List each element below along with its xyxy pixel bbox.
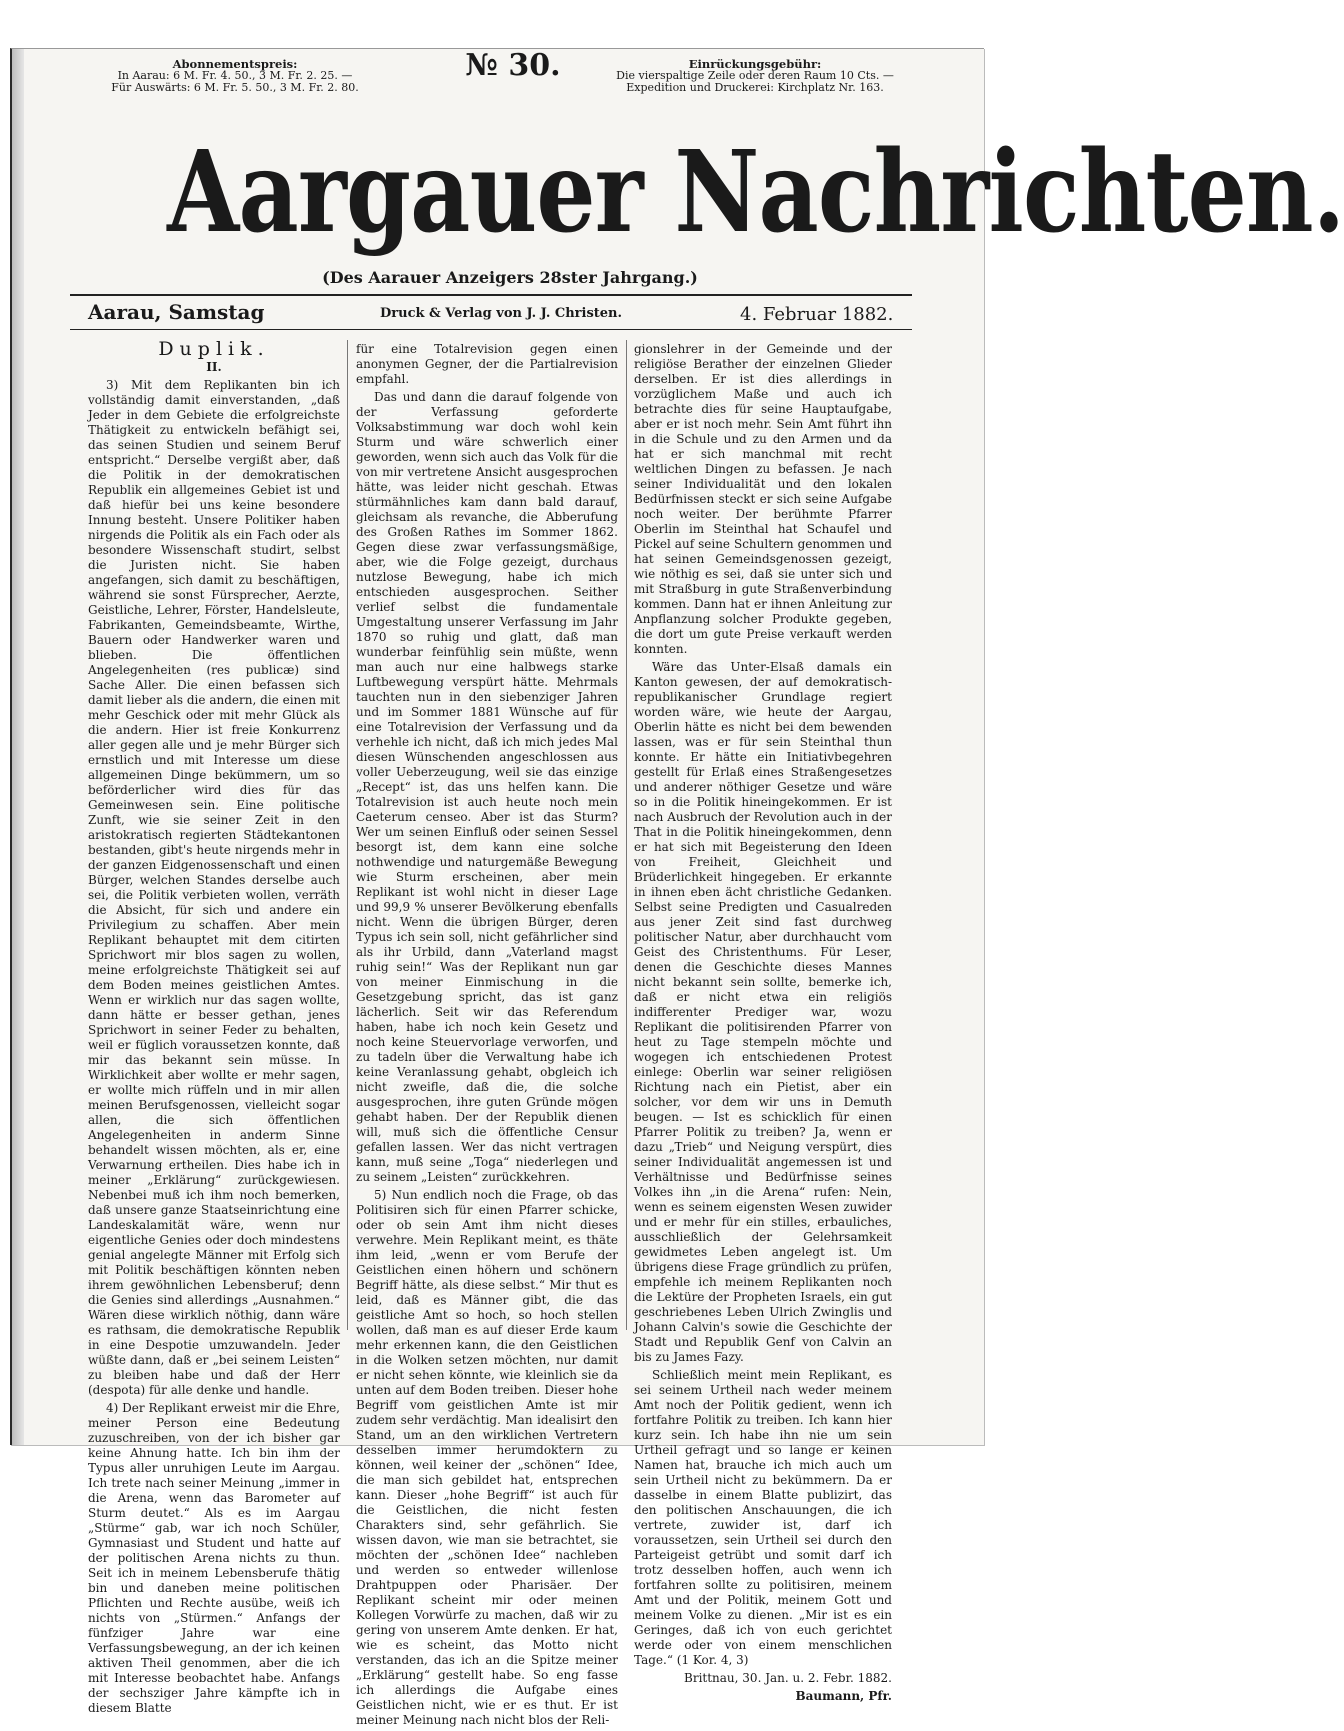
column-divider [626,340,627,1330]
issue-number: № 30. [465,48,561,83]
issue-date: 4. Februar 1882. [740,304,894,325]
advertising-line: Expedition und Druckerei: Kirchplatz Nr. 163. [626,81,884,94]
paragraph: 4) Der Replikant erweist mir die Ehre, meiner Person eine Bedeutung zuzuschreiben, von der ich bisher gar keine Ahnung hatte. Ich bin ihm der Typus aller unruhigen Leute im Aargau. Ich trete nach seiner Meinung „immer in die Arena, wenn das Barometer auf Sturm deutet.“ Als es im Aargau „Stürme“ gab, war ich noch Schüler, Gymnasiast und Student und hatte auf der politischen Arena nichts zu thun. Seit ich in meinem Lebensberufe thätig bin und daneben meine politischen Pflichten und Rechte ausübe, weiß ich nichts von „Stürmen.“ Anfangs der fünfziger Jahre war eine Verfassungsbewegung, an der ich keinen aktiven Theil genommen, aber die ich mit Interesse beobachtet habe. Anfangs der sechsziger Jahre kämpfte ich in diesem Blatte [88,1401,340,1715]
advertising-heading: Einrückungsgebühr: [688,57,822,71]
place-day: Aarau, Samstag [88,300,265,324]
signoff-place: Brittnau, 30. Jan. u. 2. Febr. 1882. [684,1671,892,1685]
paragraph: Das und dann die darauf folgende von der Verfassung geforderte Volksabstimmung war doch wohl kein Sturm und wäre schwerlich einer geworden, wenn sich auch das Volk für die von mir vertretene Ansicht ausgesprochen hätte, was leider nicht geschah. Etwas stürmähnliches kam dann bald darauf, gleichsam als revanche, die Abberufung des Großen Rathes im Sommer 1862. Gegen diese zwar verfassungsmäßige, aber, wie die Folge gezeigt, durchaus nutzlose Bewegung, habe ich mich entschieden ausgesprochen. Seither verlief selbst die fundamentale Umgestaltung unserer Verfassung im Jahr 1870 so ruhig und glatt, daß man wunderbar feinfühlig sein müßte, wenn man auch nur eine halbwegs starke Luftbewegung verspürt hätte. Mehrmals tauchten nun in den siebenziger Jahren und im Sommer 1881 Wünsche auf für eine Totalrevision der Verfassung und da verhehle ich nicht, daß ich mich jedes Mal diesen Wünschenden angeschlossen aus voller Ueberzeugung, weil sie das einzige „Recept“ ist, das uns helfen kann. Die Totalrevision ist auch heute noch mein Caeterum censeo. Aber ist das Sturm? Wer um seinen Einfluß oder seinen Sessel besorgt ist, dem kann eine solche nothwendige und naturgemäße Bewegung wie Sturm erscheinen, aber mein Replikant ist wohl nicht in dieser Lage und 99,9 % unserer Bevölkerung ebenfalls nicht. Wenn die übrigen Bürger, deren Typus ich sein soll, nicht gefährlicher sind als ihr Urbild, dann „Vaterland magst ruhig sein!“ Was der Replikant nun gar von meiner Einmischung in die Gesetzgebung spricht, das ist ganz lächerlich. Seit wir das Referendum haben, habe ich noch kein Gesetz und noch keine Steuervorlage verworfen, und zu tadeln über die Verwaltung habe ich keine Veranlassung gehabt, obgleich ich nicht zweifle, daß die, die solche ausgesprochen, ihre guten Gründe mögen gehabt haben. Der der Republik dienen will, muß sich die öffentliche Censur gefallen lassen. Wer das nicht vertragen kann, muß seine „Toga“ niederlegen und zu seinem „Leisten“ zurückkehren. [356,390,618,1184]
advertising-fee [600,58,910,94]
binding-spine [12,49,24,1445]
article-column-2 [356,342,618,1731]
paragraph: für eine Totalrevision gegen einen anonymen Gegner, der die Partialrevision empfahl. [356,342,618,386]
subscription-line: In Aarau: 6 M. Fr. 4. 50., 3 M. Fr. 2. 25. — [117,69,353,82]
subscription-line: Für Auswärts: 6 M. Fr. 5. 50., 3 M. Fr. 2. 80. [111,81,359,94]
paragraph: gionslehrer in der Gemeinde und der religiöse Berather der einzelnen Glieder derselben. Er ist dies allerdings in vorzüglichem Maße und auch ich betrachte dies für seine Hauptaufgabe, aber er ist noch mehr. Sein Amt führt ihn in die Schule und zu den Armen und da hat er sich manchmal mit recht weltlichen Dingen zu befassen. Je nach seiner Individualität und den lokalen Bedürfnissen steckt er sich seine Aufgabe noch weiter. Der berühmte Pfarrer Oberlin im Steinthal hat Schaufel und Pickel auf seine Schultern genommen und hat seinen Gemeindsgenossen gezeigt, wie nöthig es sei, daß sie unter sich und mit Straßburg in gute Straßenverbindung kommen. Dann hat er ihnen Anleitung zur Anpflanzung solcher Produkte gegeben, die dort um gute Preise verkauft werden konnten. [634,342,892,656]
masthead-title: Aargauer Nachrichten. [167,127,1344,258]
subscription-heading: Abonnementspreis: [172,57,298,71]
column-divider [347,340,348,1330]
paragraph: 5) Nun endlich noch die Frage, ob das Politisiren sich für einen Pfarrer schicke, oder ob sein Amt ihm nicht dieses verwehre. Mein Replikant meint, es thäte ihm leid, „wenn er vom Berufe der Geistlichen einen höhern und schönern Begriff hätte, als diese selbst.“ Mir thut es leid, daß es Männer gibt, die das geistliche Amt so hoch, so hoch stellen wollen, daß man es auf dieser Erde kaum mehr erkennen kann, die den Geistlichen in die Wolken setzen möchten, nur damit er nicht sehen könnte, wie kleinlich sie da unten auf dem Boden treiben. Dieser hohe Begriff vom geistlichen Amte ist mir zudem sehr verdächtig. Man idealisirt den Stand, um an den wirklichen Vertretern desselben immer herumdoktern zu können, weil keiner der „schönen“ Idee, die man sich gebildet hat, entsprechen kann. Dieser „hohe Begriff“ ist auch für die Geistlichen, die nicht festen Charakters sind, sehr gefährlich. Sie wissen davon, wie man sie betrachtet, sie möchten der „schönen Idee“ nachleben und werden so entweder willenlose Drahtpuppen oder Pharisäer. Der Replikant scheint mir oder meinen Kollegen Vorwürfe zu machen, daß wir zu gering von unserem Amte denken. Er hat, wie es scheint, das Motto nicht verstanden, das ich an die Spitze meiner „Erklärung“ gestellt habe. So eng fasse ich allerdings die Aufgabe eines Geistlichen nicht, wie er es thut. Er ist meiner Meinung nach nicht blos der Reli- [356,1188,618,1727]
article-column-3 [634,342,892,1707]
publisher-line: Druck & Verlag von J. J. Christen. [380,306,623,321]
article-column-1 [88,338,340,1719]
paragraph: Schließlich meint mein Replikant, es sei seinem Urtheil nach weder meinem Amt noch der Politik gedient, wenn ich fortfahre Politik zu treiben. Ich kann hier kurz sein. Ich habe ihn nie um sein Urtheil gefragt und so lange er keinen Namen hat, brauche ich mich auch um sein Urtheil nicht zu bekümmern. Da er dasselbe in einem Blatte publizirt, das den politischen Anschauungen, die ich vertrete, zuwider ist, darf ich voraussetzen, sein Urtheil sei durch den Parteigeist getrübt und somit darf ich trotz desselben hoffen, auch wenn ich fortfahren sollte zu politisiren, meinem Amt und der Politik, meinem Gott und meinem Volke zu dienen. „Mir ist es ein Geringes, daß ich von euch gerichtet werde oder von einem menschlichen Tage.“ (1 Kor. 4, 3) [634,1368,892,1667]
subscription-price [90,58,380,94]
paragraph: 3) Mit dem Replikanten bin ich vollständig damit einverstanden, „daß Jeder in dem Gebiete die erfolgreichste Thätigkeit zu entwickeln befähigt sei, das seinen Studien und seinem Beruf entspricht.“ Derselbe vergißt aber, daß die Politik in der demokratischen Republik ein allgemeines Gebiet ist und daß hiefür bei uns keine besondere Innung besteht. Unsere Politiker haben nirgends die Politik als ein Fach oder als besondere Wissenschaft studirt, selbst die Juristen nicht. Sie haben angefangen, sich damit zu beschäftigen, während sie sonst Fürsprecher, Aerzte, Geistliche, Lehrer, Förster, Handelsleute, Fabrikanten, Gemeindsbeamte, Wirthe, Bauern oder Handwerker waren und blieben. Die öffentlichen Angelegenheiten (res publicæ) sind Sache Aller. Die einen befassen sich damit lieber als die andern, die einen mit mehr Geschick oder mit mehr Glück als die andern. Hier ist freie Konkurrenz aller gegen alle und je mehr Bürger sich ernstlich und mit Interesse um diese allgemeinen Dinge bekümmern, um so beförderlicher wird dies für das Gemeinwesen sein. Eine politische Zunft, wie sie seiner Zeit in den aristokratisch regierten Städtekantonen bestanden, gibt's heute nirgends mehr in der ganzen Eidgenossenschaft und einen Bürger, welchen Standes derselbe auch sei, die Politik verbieten wollen, verräth die Absicht, für sich und andere ein Privilegium zu schaffen. Aber mein Replikant behauptet mit dem citirten Sprichwort mir blos sagen zu wollen, meine erfolgreichste Thätigkeit sei auf dem Boden meines geistlichen Amtes. Wenn er wirklich nur das sagen wollte, dann hätte er besser gethan, jenes Sprichwort in seiner Feder zu behalten, weil er füglich voraussetzen konnte, daß mir das bekannt sein müsse. In Wirklichkeit aber wollte er mehr sagen, er wollte mich rüffeln und in mir allen meinen Berufsgenossen, vielleicht sogar allen, die sich öffentlichen Angelegenheiten in anderm Sinne behandelt wissen möchten, als er, eine Verwarnung ertheilen. Dies habe ich in meiner „Erklärung“ zurückgewiesen. Nebenbei muß ich ihm noch bemerken, daß unsere ganze Staatseinrichtung eine Landeskalamität wäre, wenn nur eigentliche Genies oder doch mindestens genial angelegte Männer mit Erfolg sich mit Politik beschäftigen könnten neben ihrem gewöhnlichen Lebensberuf; denn die Genies sind allerdings „Ausnahmen.“ Wären diese wirklich nöthig, dann wäre es rathsam, die demokratische Republik in eine Despotie umzuwandeln. Jeder wüßte dann, daß er „bei seinem Leisten“ zu bleiben habe und daß der Herr (despota) für alle denke und handle. [88,378,340,1397]
article-heading: Duplik. [158,338,270,360]
masthead-subtitle: (Des Aarauer Anzeigers 28ster Jahrgang.) [322,268,698,287]
signoff-name: Baumann, Pfr. [795,1689,892,1703]
paragraph: Wäre das Unter-Elsaß damals ein Kanton gewesen, der auf demokratisch-republikanischer Grundlage regiert worden wäre, wie heute der Aargau, Oberlin hätte es nicht bei dem bewenden lassen, was er für sein Steinthal thun konnte. Er hätte ein Initiativbegehren gestellt für Erlaß eines Straßengesetzes und anderer nöthiger Gesetze und wäre so in die Politik hineingekommen. Er ist nach Ausbruch der Revolution auch in der That in die Politik hineingekommen, denn er hat sich mit Begeisterung den Ideen von Freiheit, Gleichheit und Brüderlichkeit hingegeben. Er erkannte in ihnen eben ächt christliche Gedanken. Selbst seine Predigten und Casualreden aus jener Zeit sind fast durchweg politischer Natur, aber durchhaucht vom Geist des Christenthums. Für Leser, denen die Geschichte dieses Mannes nicht bekannt sein sollte, bemerke ich, daß er nicht etwa ein religiös indifferenter Prediger war, wozu Replikant die politisirenden Pfarrer von heut zu Tage stempeln möchte und wogegen ich entschiedenen Protest einlege: Oberlin war seiner religiösen Richtung nach ein Pietist, aber ein solcher, vor dem wir uns in Demuth beugen. — Ist es schicklich für einen Pfarrer Politik zu treiben? Ja, wenn er dazu „Trieb“ und Neigung verspürt, dies seiner Individualität angemessen ist und Verhältnisse und Bedürfnisse seines Volkes ihn „in die Arena“ rufen: Nein, wenn es seinem eigensten Wesen zuwider und er mehr für ein stilles, erbauliches, ausschließlich der Gelehrsamkeit gewidmetes Leben angelegt ist. Um übrigens diese Frage gründlich zu prüfen, empfehle ich meinem Replikanten noch die Lektüre der Propheten Israels, ein gut geschriebenes Leben Ulrich Zwinglis und Johann Calvin's sowie die Geschichte der Stadt und Republik Genf von Calvin an bis zu James Fazy. [634,660,892,1364]
article-part: II. [206,360,222,374]
top-rule [70,294,912,296]
advertising-line: Die vierspaltige Zeile oder deren Raum 10 Cts. — [616,69,894,82]
bottom-rule [70,329,912,330]
